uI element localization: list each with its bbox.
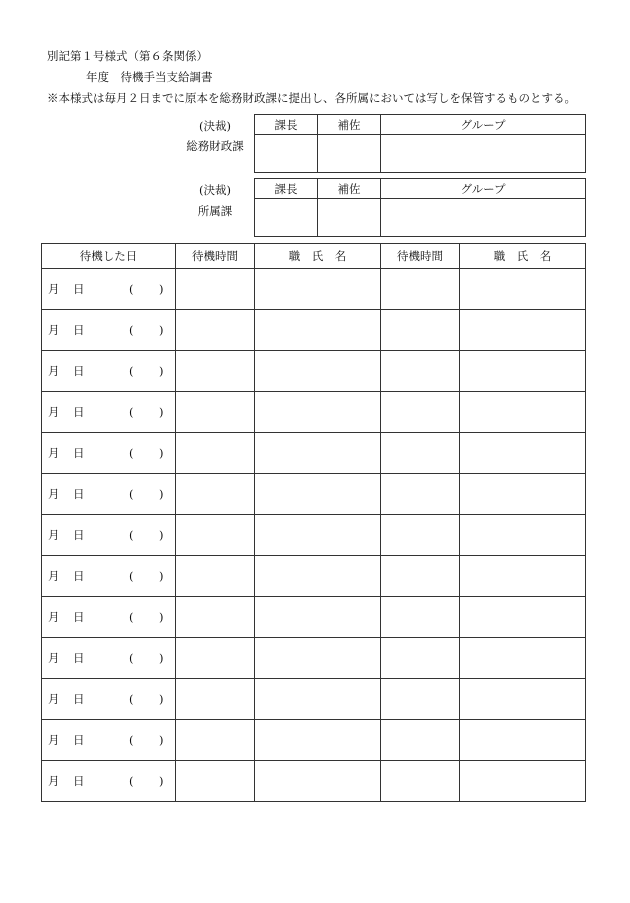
name-cell-1[interactable] <box>255 761 381 802</box>
name-cell-2[interactable] <box>460 474 586 515</box>
name-cell-2[interactable] <box>460 269 586 310</box>
weekday-paren-open: ( <box>129 446 134 460</box>
date-cell[interactable] <box>42 679 176 720</box>
standby-time-cell-2[interactable] <box>381 761 460 802</box>
standby-time-cell-2[interactable] <box>381 310 460 351</box>
header-name-2: 職 氏 名 <box>460 244 586 269</box>
weekday-paren-close: ) <box>159 446 164 460</box>
standby-allowance-table <box>41 243 586 802</box>
table-row <box>42 269 586 310</box>
standby-time-cell-2[interactable] <box>381 392 460 433</box>
date-cell[interactable] <box>42 433 176 474</box>
day-label: 日 <box>73 733 85 747</box>
month-label: 月 <box>48 364 60 378</box>
date-cell[interactable] <box>42 310 176 351</box>
name-cell-1[interactable] <box>255 515 381 556</box>
name-cell-2[interactable] <box>460 310 586 351</box>
weekday-paren-open: ( <box>129 569 134 583</box>
name-cell-2[interactable] <box>460 351 586 392</box>
table-row <box>42 474 586 515</box>
approval-stamp-chief[interactable] <box>255 199 318 237</box>
day-label: 日 <box>73 405 85 419</box>
date-cell[interactable] <box>42 474 176 515</box>
approval-col-group: グループ <box>381 115 586 135</box>
table-row <box>42 433 586 474</box>
standby-time-cell-1[interactable] <box>176 474 255 515</box>
weekday-paren-close: ) <box>159 569 164 583</box>
standby-time-cell-1[interactable] <box>176 515 255 556</box>
standby-time-cell-1[interactable] <box>176 269 255 310</box>
name-cell-1[interactable] <box>255 720 381 761</box>
weekday-paren-open: ( <box>129 364 134 378</box>
approval-stamp-assistant[interactable] <box>318 199 381 237</box>
day-label: 日 <box>73 528 85 542</box>
date-cell[interactable] <box>42 638 176 679</box>
month-label: 月 <box>48 282 60 296</box>
approval-col-chief: 課長 <box>255 115 318 135</box>
table-row <box>42 310 586 351</box>
name-cell-1[interactable] <box>255 474 381 515</box>
name-cell-1[interactable] <box>255 597 381 638</box>
approval-col-group: グループ <box>381 179 586 199</box>
form-note: ※本様式は毎月２日までに原本を総務財政課に提出し、各所属においては写しを保管するものとする。 <box>47 91 576 105</box>
day-label: 日 <box>73 692 85 706</box>
month-label: 月 <box>48 405 60 419</box>
name-cell-1[interactable] <box>255 392 381 433</box>
approval-col-assistant: 補佐 <box>318 115 381 135</box>
day-label: 日 <box>73 364 85 378</box>
standby-time-cell-2[interactable] <box>381 474 460 515</box>
standby-time-cell-1[interactable] <box>176 433 255 474</box>
header-standby-time-1: 待機時間 <box>176 244 255 269</box>
weekday-paren-close: ) <box>159 692 164 706</box>
standby-time-cell-2[interactable] <box>381 269 460 310</box>
month-label: 月 <box>48 569 60 583</box>
name-cell-2[interactable] <box>460 515 586 556</box>
standby-time-cell-1[interactable] <box>176 392 255 433</box>
standby-time-cell-2[interactable] <box>381 515 460 556</box>
standby-time-cell-1[interactable] <box>176 761 255 802</box>
approval-department-2: 所属課 <box>197 204 233 218</box>
standby-time-cell-2[interactable] <box>381 638 460 679</box>
weekday-paren-open: ( <box>129 692 134 706</box>
approval-stamp-group[interactable] <box>381 135 586 173</box>
header-standby-date: 待機した日 <box>42 244 176 269</box>
date-cell[interactable] <box>42 761 176 802</box>
weekday-paren-close: ) <box>159 405 164 419</box>
month-label: 月 <box>48 774 60 788</box>
weekday-paren-close: ) <box>159 282 164 296</box>
approval-col-assistant: 補佐 <box>318 179 381 199</box>
weekday-paren-open: ( <box>129 733 134 747</box>
weekday-paren-open: ( <box>129 610 134 624</box>
month-label: 月 <box>48 446 60 460</box>
name-cell-2[interactable] <box>460 433 586 474</box>
weekday-paren-close: ) <box>159 487 164 501</box>
table-row <box>42 679 586 720</box>
standby-time-cell-1[interactable] <box>176 351 255 392</box>
weekday-paren-close: ) <box>159 364 164 378</box>
month-label: 月 <box>48 528 60 542</box>
name-cell-2[interactable] <box>460 597 586 638</box>
date-cell[interactable] <box>42 392 176 433</box>
approval-col-chief: 課長 <box>255 179 318 199</box>
approval-decision-label-1: (決裁) <box>199 119 231 133</box>
standby-time-cell-1[interactable] <box>176 720 255 761</box>
standby-time-cell-1[interactable] <box>176 310 255 351</box>
day-label: 日 <box>73 774 85 788</box>
table-row <box>42 556 586 597</box>
name-cell-1[interactable] <box>255 556 381 597</box>
table-row <box>42 720 586 761</box>
standby-time-cell-2[interactable] <box>381 556 460 597</box>
approval-department-1: 総務財政課 <box>186 139 244 153</box>
name-cell-1[interactable] <box>255 679 381 720</box>
month-label: 月 <box>48 651 60 665</box>
name-cell-2[interactable] <box>460 638 586 679</box>
standby-time-cell-2[interactable] <box>381 433 460 474</box>
approval-stamp-group[interactable] <box>381 199 586 237</box>
month-label: 月 <box>48 692 60 706</box>
weekday-paren-close: ) <box>159 651 164 665</box>
date-cell[interactable] <box>42 351 176 392</box>
table-header-row <box>42 244 586 269</box>
approval-stamp-table-2 <box>254 178 586 237</box>
weekday-paren-open: ( <box>129 487 134 501</box>
standby-time-cell-1[interactable] <box>176 597 255 638</box>
month-label: 月 <box>48 323 60 337</box>
weekday-paren-close: ) <box>159 610 164 624</box>
standby-time-cell-1[interactable] <box>176 556 255 597</box>
name-cell-2[interactable] <box>460 392 586 433</box>
header-standby-time-2: 待機時間 <box>381 244 460 269</box>
standby-time-cell-1[interactable] <box>176 638 255 679</box>
day-label: 日 <box>73 282 85 296</box>
weekday-paren-open: ( <box>129 651 134 665</box>
approval-decision-label-2: (決裁) <box>199 183 231 197</box>
day-label: 日 <box>73 651 85 665</box>
header-name-1: 職 氏 名 <box>255 244 381 269</box>
standby-time-cell-2[interactable] <box>381 351 460 392</box>
weekday-paren-open: ( <box>129 528 134 542</box>
name-cell-2[interactable] <box>460 720 586 761</box>
weekday-paren-close: ) <box>159 323 164 337</box>
weekday-paren-open: ( <box>129 405 134 419</box>
date-cell[interactable] <box>42 515 176 556</box>
date-cell[interactable] <box>42 556 176 597</box>
name-cell-1[interactable] <box>255 269 381 310</box>
approval-stamp-table-1 <box>254 114 586 173</box>
month-label: 月 <box>48 733 60 747</box>
day-label: 日 <box>73 569 85 583</box>
approval-stamp-chief[interactable] <box>255 135 318 173</box>
standby-time-cell-2[interactable] <box>381 720 460 761</box>
standby-time-cell-1[interactable] <box>176 679 255 720</box>
name-cell-1[interactable] <box>255 638 381 679</box>
name-cell-1[interactable] <box>255 433 381 474</box>
day-label: 日 <box>73 610 85 624</box>
weekday-paren-close: ) <box>159 774 164 788</box>
day-label: 日 <box>73 446 85 460</box>
date-cell[interactable] <box>42 597 176 638</box>
standby-time-cell-2[interactable] <box>381 679 460 720</box>
name-cell-2[interactable] <box>460 556 586 597</box>
form-number: 別記第１号様式（第６条関係） <box>47 49 208 63</box>
date-cell[interactable] <box>42 269 176 310</box>
approval-stamp-assistant[interactable] <box>318 135 381 173</box>
weekday-paren-open: ( <box>129 323 134 337</box>
day-label: 日 <box>73 487 85 501</box>
table-row <box>42 392 586 433</box>
weekday-paren-close: ) <box>159 528 164 542</box>
day-label: 日 <box>73 323 85 337</box>
weekday-paren-open: ( <box>129 774 134 788</box>
weekday-paren-close: ) <box>159 733 164 747</box>
name-cell-2[interactable] <box>460 679 586 720</box>
name-cell-1[interactable] <box>255 310 381 351</box>
table-row <box>42 351 586 392</box>
weekday-paren-open: ( <box>129 282 134 296</box>
standby-time-cell-2[interactable] <box>381 597 460 638</box>
form-title: 年度 待機手当支給調書 <box>86 70 213 84</box>
table-row <box>42 597 586 638</box>
table-row <box>42 761 586 802</box>
name-cell-2[interactable] <box>460 761 586 802</box>
table-row <box>42 515 586 556</box>
month-label: 月 <box>48 610 60 624</box>
table-row <box>42 638 586 679</box>
date-cell[interactable] <box>42 720 176 761</box>
month-label: 月 <box>48 487 60 501</box>
name-cell-1[interactable] <box>255 351 381 392</box>
